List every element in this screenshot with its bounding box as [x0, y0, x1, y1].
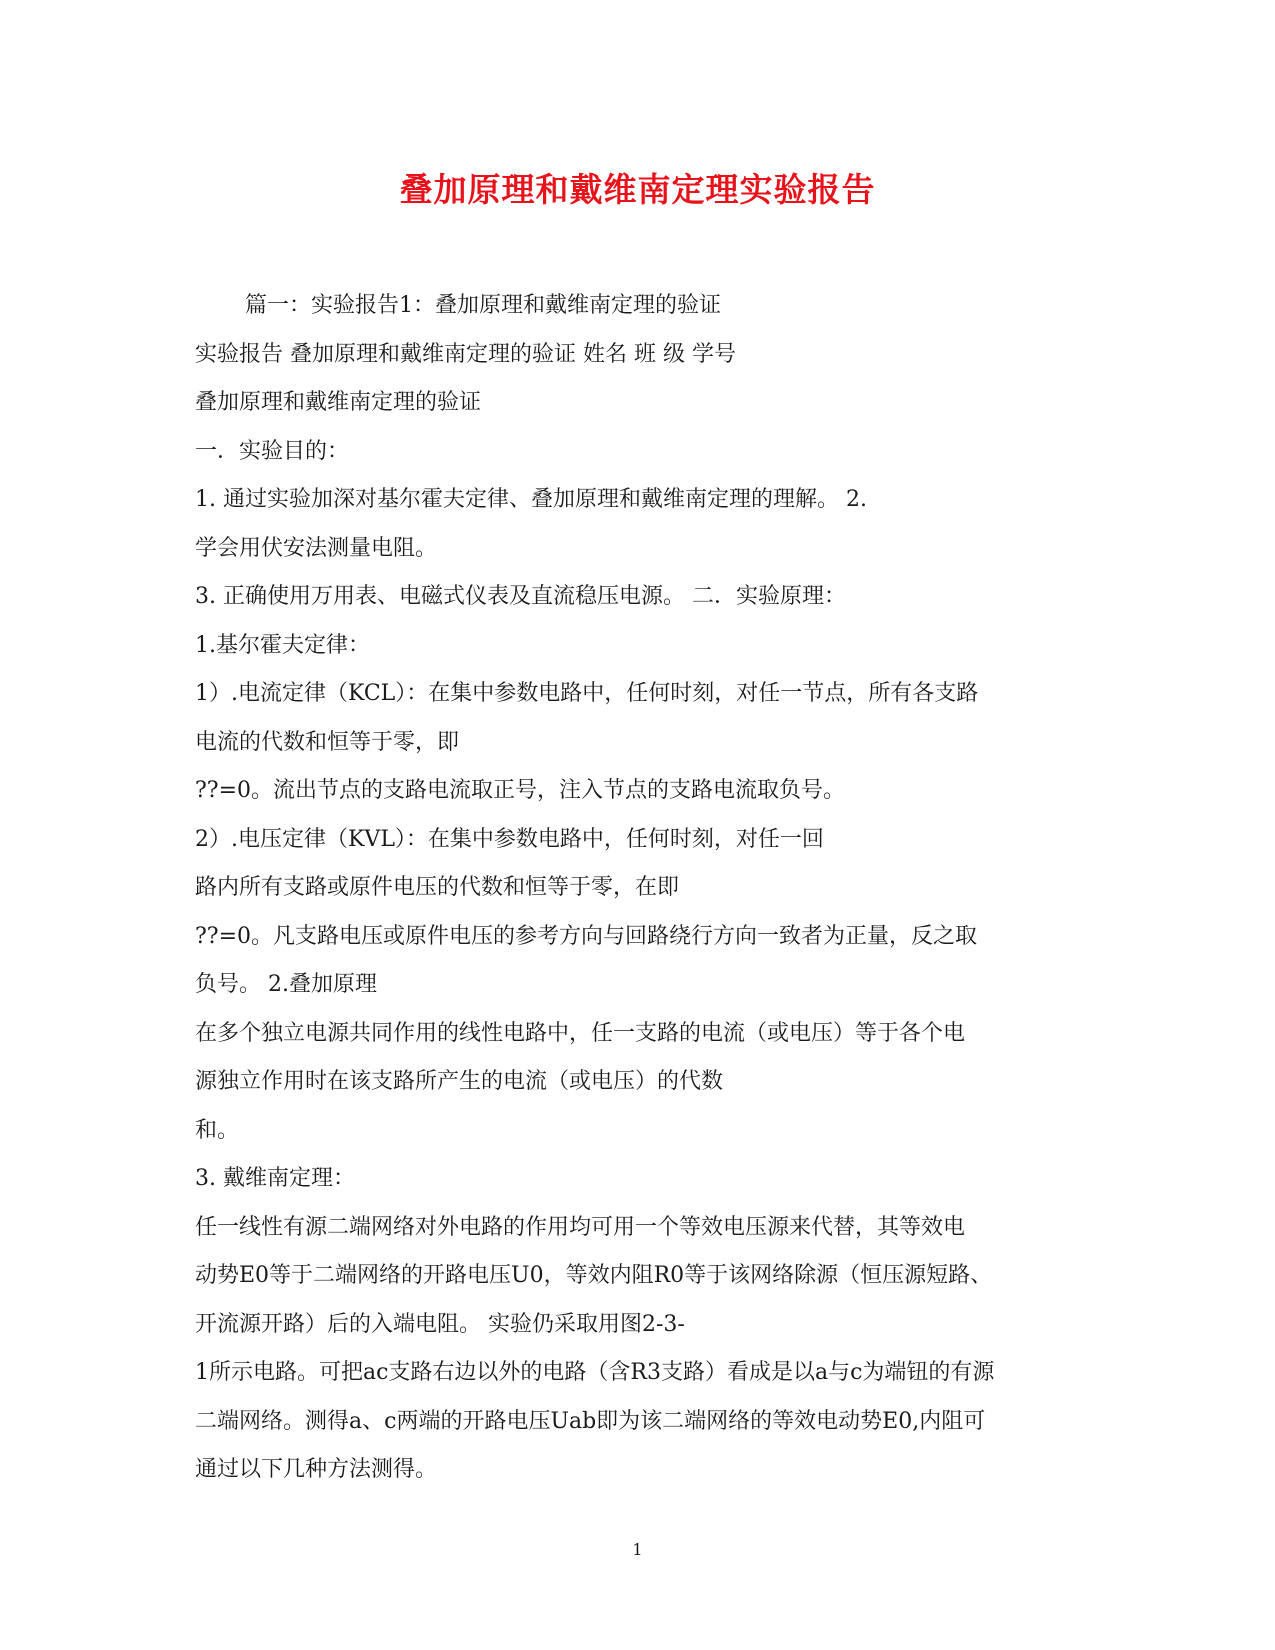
paragraph-line: 1所示电路。可把ac支路右边以外的电路（含R3支路）看成是以a与c为端钮的有源: [195, 1360, 995, 1385]
paragraph-line: 任一线性有源二端网络对外电路的作用均可用一个等效电压源来代替，其等效电: [195, 1214, 966, 1240]
paragraph-line: 1）.电流定律（KCL）：在集中参数电路中，任何时刻，对任一节点，所有各支路: [195, 681, 979, 706]
subsection-heading: 3. 戴维南定理：: [195, 1166, 355, 1191]
paragraph-line: 1. 通过实验加深对基尔霍夫定律、叠加原理和戴维南定理的理解。 2.: [195, 487, 867, 512]
paragraph-line: 源独立作用时在该支路所产生的电流（或电压）的代数: [195, 1069, 724, 1094]
paragraph-line: 路内所有支路或原件电压的代数和恒等于零，在即: [195, 875, 680, 900]
paragraph-line: 在多个独立电源共同作用的线性电路中，任一支路的电流（或电压）等于各个电: [195, 1020, 966, 1046]
paragraph-line: 和。: [195, 1117, 240, 1143]
paragraph-line: 通过以下几种方法测得。: [195, 1457, 438, 1482]
paragraph-line: ??=0。流出节点的支路电流取正号，注入节点的支路电流取负号。: [195, 778, 846, 803]
paragraph-line: 开流源开路）后的入端电阻。 实验仍采取用图2-3-: [195, 1311, 685, 1337]
paragraph-line: 实验报告 叠加原理和戴维南定理的验证 姓名 班 级 学号: [195, 341, 736, 367]
subsection-heading: 1.基尔霍夫定律：: [195, 632, 370, 658]
paragraph-line: 二端网络。测得a、c两端的开路电压Uab即为该二端网络的等效电动势E0,内阻可: [195, 1408, 986, 1434]
section-heading: 一．实验目的：: [195, 438, 350, 464]
paragraph-line: ??=0。凡支路电压或原件电压的参考方向与回路绕行方向一致者为正量，反之取: [195, 923, 978, 949]
page-number: 1: [632, 1540, 643, 1559]
document-body: [195, 282, 1095, 1495]
document-title: 叠加原理和戴维南定理实验报告: [399, 170, 876, 209]
paragraph-line: 学会用伏安法测量电阻。: [195, 535, 438, 561]
paragraph-line: 3. 正确使用万用表、电磁式仪表及直流稳压电源。 二．实验原理：: [195, 584, 846, 609]
paragraph-line: 2）.电压定律（KVL）：在集中参数电路中，任何时刻，对任一回: [195, 826, 824, 852]
paragraph-line: 篇一：实验报告1：叠加原理和戴维南定理的验证: [245, 293, 721, 318]
paragraph-line: 负号。 2.叠加原理: [195, 972, 377, 997]
paragraph-line: 动势E0等于二端网络的开路电压U0，等效内阻R0等于该网络除源（恒压源短路、: [195, 1263, 993, 1288]
paragraph-line: 叠加原理和戴维南定理的验证: [195, 390, 482, 415]
paragraph-line: 电流的代数和恒等于零，即: [195, 729, 460, 755]
